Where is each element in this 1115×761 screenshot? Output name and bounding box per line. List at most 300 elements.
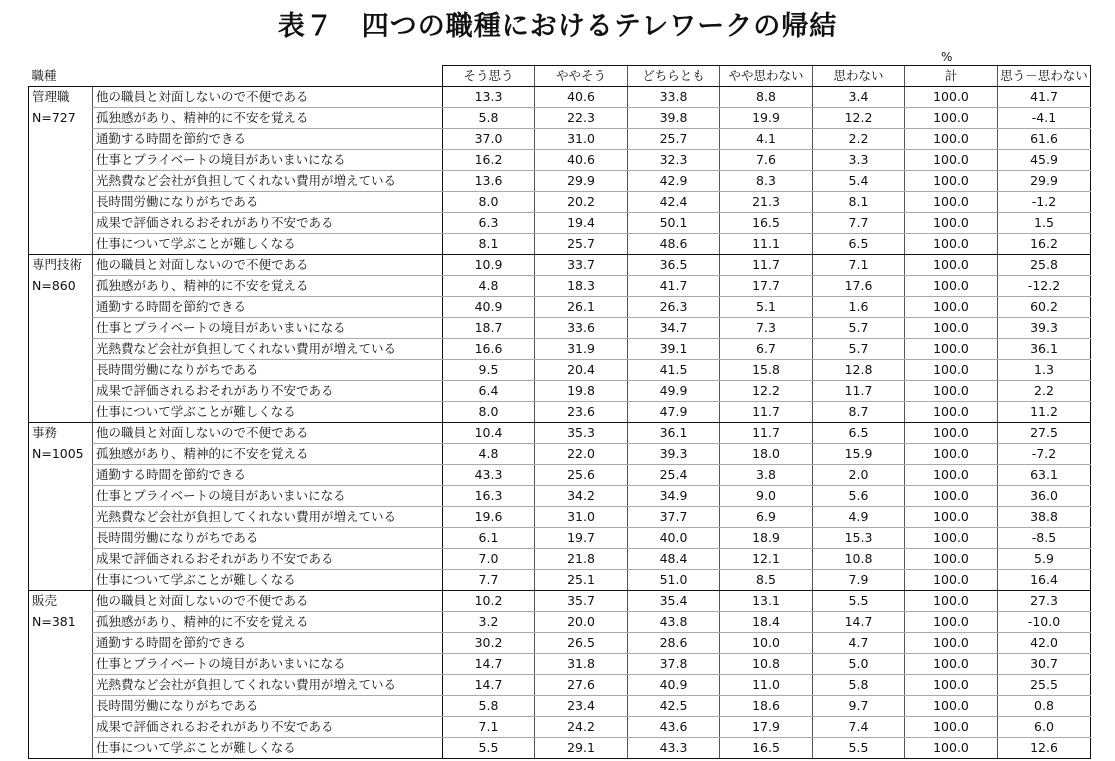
table-row [29, 213, 1091, 234]
value-cell: -7.2 [998, 444, 1091, 465]
job-name: 販売 [29, 591, 93, 612]
value-cell: 14.7 [443, 654, 535, 675]
table-row [29, 108, 1091, 129]
value-cell: 34.9 [628, 486, 720, 507]
value-cell: 7.6 [720, 150, 813, 171]
value-cell: 41.7 [628, 276, 720, 297]
value-cell: 100.0 [905, 654, 998, 675]
table-row [29, 717, 1091, 738]
value-cell: 29.9 [998, 171, 1091, 192]
value-cell: 27.6 [535, 675, 628, 696]
value-cell: 7.0 [443, 549, 535, 570]
item-label: 他の職員と対面しないので不便である [93, 591, 443, 612]
job-sample-size: N=381 [29, 612, 93, 633]
job-name: 事務 [29, 423, 93, 444]
job-cell-empty [29, 570, 93, 591]
value-cell: 11.7 [720, 255, 813, 276]
job-cell-empty [29, 381, 93, 402]
value-cell: 49.9 [628, 381, 720, 402]
value-cell: 100.0 [905, 339, 998, 360]
value-cell: 18.9 [720, 528, 813, 549]
item-label: 仕事とプライベートの境目があいまいになる [93, 318, 443, 339]
value-cell: 7.4 [813, 717, 905, 738]
job-cell-empty [29, 654, 93, 675]
value-cell: 14.7 [813, 612, 905, 633]
value-cell: 37.8 [628, 654, 720, 675]
table-row [29, 675, 1091, 696]
job-sample-size: N=1005 [29, 444, 93, 465]
value-cell: 100.0 [905, 171, 998, 192]
item-label: 光熱費など会社が負担してくれない費用が増えている [93, 171, 443, 192]
value-cell: 23.6 [535, 402, 628, 423]
value-cell: 2.2 [998, 381, 1091, 402]
value-cell: 7.7 [813, 213, 905, 234]
table-row [29, 444, 1091, 465]
table-row [29, 507, 1091, 528]
value-cell: 25.4 [628, 465, 720, 486]
item-label: 長時間労働になりがちである [93, 360, 443, 381]
value-cell: 5.7 [813, 339, 905, 360]
value-cell: 20.0 [535, 612, 628, 633]
value-cell: 6.3 [443, 213, 535, 234]
value-cell: 35.3 [535, 423, 628, 444]
value-cell: 40.0 [628, 528, 720, 549]
value-cell: 16.6 [443, 339, 535, 360]
column-label-job: 職種 [29, 66, 93, 87]
job-cell-empty [29, 213, 93, 234]
value-cell: 5.5 [443, 738, 535, 759]
value-cell: 8.0 [443, 192, 535, 213]
value-cell: 100.0 [905, 360, 998, 381]
value-cell: 36.5 [628, 255, 720, 276]
value-cell: 25.1 [535, 570, 628, 591]
table-row [29, 486, 1091, 507]
value-cell: 39.3 [628, 444, 720, 465]
item-label: 光熱費など会社が負担してくれない費用が増えている [93, 675, 443, 696]
table-row [29, 654, 1091, 675]
job-cell-empty [29, 528, 93, 549]
value-cell: 4.1 [720, 129, 813, 150]
item-label: 長時間労働になりがちである [93, 696, 443, 717]
value-cell: 40.9 [628, 675, 720, 696]
item-label: 通勤する時間を節約できる [93, 297, 443, 318]
value-cell: 63.1 [998, 465, 1091, 486]
value-cell: 20.2 [535, 192, 628, 213]
value-cell: 4.9 [813, 507, 905, 528]
value-cell: 10.9 [443, 255, 535, 276]
table-row [29, 192, 1091, 213]
value-cell: 100.0 [905, 486, 998, 507]
value-cell: 5.5 [813, 738, 905, 759]
item-label: 仕事とプライベートの境目があいまいになる [93, 654, 443, 675]
value-cell: 5.8 [813, 675, 905, 696]
header-cell: どちらとも [628, 66, 720, 87]
value-cell: 30.7 [998, 654, 1091, 675]
value-cell: 8.1 [443, 234, 535, 255]
item-label: 仕事について学ぶことが難しくなる [93, 570, 443, 591]
value-cell: 36.1 [628, 423, 720, 444]
value-cell: 16.5 [720, 738, 813, 759]
value-cell: 15.3 [813, 528, 905, 549]
job-name: 管理職 [29, 87, 93, 108]
value-cell: 24.2 [535, 717, 628, 738]
value-cell: 8.5 [720, 570, 813, 591]
value-cell: 13.1 [720, 591, 813, 612]
item-label: 仕事について学ぶことが難しくなる [93, 234, 443, 255]
value-cell: 45.9 [998, 150, 1091, 171]
value-cell: 8.7 [813, 402, 905, 423]
value-cell: 100.0 [905, 150, 998, 171]
value-cell: 100.0 [905, 318, 998, 339]
item-label: 光熱費など会社が負担してくれない費用が増えている [93, 339, 443, 360]
value-cell: 19.6 [443, 507, 535, 528]
item-label: 通勤する時間を節約できる [93, 129, 443, 150]
header-cell: ややそう [535, 66, 628, 87]
value-cell: 5.1 [720, 297, 813, 318]
header-cell: 計 [905, 66, 998, 87]
value-cell: 100.0 [905, 465, 998, 486]
value-cell: 4.7 [813, 633, 905, 654]
value-cell: 4.8 [443, 444, 535, 465]
value-cell: -1.2 [998, 192, 1091, 213]
value-cell: -8.5 [998, 528, 1091, 549]
value-cell: 50.1 [628, 213, 720, 234]
value-cell: 31.8 [535, 654, 628, 675]
value-cell: 25.6 [535, 465, 628, 486]
value-cell: 42.4 [628, 192, 720, 213]
item-label: 成果で評価されるおそれがあり不安である [93, 381, 443, 402]
value-cell: 30.2 [443, 633, 535, 654]
job-cell-empty [29, 297, 93, 318]
value-cell: 100.0 [905, 507, 998, 528]
item-label: 長時間労働になりがちである [93, 192, 443, 213]
value-cell: 14.7 [443, 675, 535, 696]
value-cell: 100.0 [905, 423, 998, 444]
value-cell: 18.0 [720, 444, 813, 465]
value-cell: 21.8 [535, 549, 628, 570]
value-cell: 39.3 [998, 318, 1091, 339]
value-cell: 43.8 [628, 612, 720, 633]
table-row [29, 318, 1091, 339]
value-cell: 27.5 [998, 423, 1091, 444]
value-cell: 100.0 [905, 192, 998, 213]
value-cell: 26.1 [535, 297, 628, 318]
value-cell: 33.8 [628, 87, 720, 108]
job-cell-empty [29, 549, 93, 570]
value-cell: 26.3 [628, 297, 720, 318]
table-row [29, 87, 1091, 108]
item-label: 孤独感があり、精神的に不安を覚える [93, 444, 443, 465]
value-cell: 18.3 [535, 276, 628, 297]
header-cell: 思わない [813, 66, 905, 87]
value-cell: 3.3 [813, 150, 905, 171]
value-cell: 9.5 [443, 360, 535, 381]
header-cell: 思う－思わない [998, 66, 1091, 87]
table-row [29, 171, 1091, 192]
value-cell: 48.6 [628, 234, 720, 255]
value-cell: 43.3 [628, 738, 720, 759]
value-cell: 100.0 [905, 297, 998, 318]
value-cell: 35.7 [535, 591, 628, 612]
value-cell: 10.8 [813, 549, 905, 570]
value-cell: 100.0 [905, 549, 998, 570]
job-cell-empty [29, 633, 93, 654]
value-cell: 17.9 [720, 717, 813, 738]
value-cell: 12.6 [998, 738, 1091, 759]
value-cell: 3.4 [813, 87, 905, 108]
value-cell: 3.2 [443, 612, 535, 633]
table-row [29, 360, 1091, 381]
value-cell: 9.0 [720, 486, 813, 507]
value-cell: 12.8 [813, 360, 905, 381]
job-sample-size: N=727 [29, 108, 93, 129]
value-cell: 39.1 [628, 339, 720, 360]
value-cell: 31.9 [535, 339, 628, 360]
table-row [29, 465, 1091, 486]
value-cell: 0.8 [998, 696, 1091, 717]
value-cell: 38.8 [998, 507, 1091, 528]
value-cell: 17.7 [720, 276, 813, 297]
value-cell: 35.4 [628, 591, 720, 612]
value-cell: 100.0 [905, 276, 998, 297]
item-label: 成果で評価されるおそれがあり不安である [93, 213, 443, 234]
table-row [29, 633, 1091, 654]
value-cell: 5.8 [443, 696, 535, 717]
value-cell: 8.0 [443, 402, 535, 423]
job-cell-empty [29, 402, 93, 423]
value-cell: 6.1 [443, 528, 535, 549]
job-cell-empty [29, 171, 93, 192]
table-row [29, 423, 1091, 444]
value-cell: 16.5 [720, 213, 813, 234]
value-cell: 33.6 [535, 318, 628, 339]
value-cell: 25.7 [628, 129, 720, 150]
value-cell: 11.7 [813, 381, 905, 402]
item-label: 光熱費など会社が負担してくれない費用が増えている [93, 507, 443, 528]
value-cell: 100.0 [905, 444, 998, 465]
value-cell: 12.1 [720, 549, 813, 570]
value-cell: 23.4 [535, 696, 628, 717]
value-cell: 100.0 [905, 591, 998, 612]
value-cell: 19.9 [720, 108, 813, 129]
value-cell: 18.4 [720, 612, 813, 633]
value-cell: 5.7 [813, 318, 905, 339]
header-cell: やや思わない [720, 66, 813, 87]
value-cell: 1.6 [813, 297, 905, 318]
value-cell: 6.4 [443, 381, 535, 402]
value-cell: 42.5 [628, 696, 720, 717]
value-cell: 7.3 [720, 318, 813, 339]
job-cell-empty [29, 486, 93, 507]
job-cell-empty [29, 318, 93, 339]
job-cell-empty [29, 360, 93, 381]
value-cell: 29.1 [535, 738, 628, 759]
value-cell: 7.1 [813, 255, 905, 276]
value-cell: 6.5 [813, 423, 905, 444]
table-row [29, 276, 1091, 297]
value-cell: 16.3 [443, 486, 535, 507]
value-cell: 39.8 [628, 108, 720, 129]
value-cell: 42.9 [628, 171, 720, 192]
value-cell: 19.7 [535, 528, 628, 549]
item-label: 孤独感があり、精神的に不安を覚える [93, 612, 443, 633]
value-cell: 11.1 [720, 234, 813, 255]
item-label: 仕事とプライベートの境目があいまいになる [93, 486, 443, 507]
value-cell: 34.7 [628, 318, 720, 339]
value-cell: 41.7 [998, 87, 1091, 108]
value-cell: 5.6 [813, 486, 905, 507]
table-row [29, 129, 1091, 150]
value-cell: -10.0 [998, 612, 1091, 633]
item-label: 他の職員と対面しないので不便である [93, 255, 443, 276]
value-cell: 100.0 [905, 696, 998, 717]
value-cell: 18.6 [720, 696, 813, 717]
value-cell: 100.0 [905, 213, 998, 234]
value-cell: 2.2 [813, 129, 905, 150]
value-cell: 5.4 [813, 171, 905, 192]
header-row [29, 66, 1091, 87]
value-cell: 4.8 [443, 276, 535, 297]
value-cell: 5.0 [813, 654, 905, 675]
item-label: 長時間労働になりがちである [93, 528, 443, 549]
job-cell-empty [29, 465, 93, 486]
value-cell: 12.2 [720, 381, 813, 402]
value-cell: 10.4 [443, 423, 535, 444]
value-cell: 25.7 [535, 234, 628, 255]
job-cell-empty [29, 129, 93, 150]
value-cell: 27.3 [998, 591, 1091, 612]
item-label: 仕事について学ぶことが難しくなる [93, 402, 443, 423]
job-cell-empty [29, 339, 93, 360]
value-cell: 47.9 [628, 402, 720, 423]
value-cell: 100.0 [905, 381, 998, 402]
item-label: 孤独感があり、精神的に不安を覚える [93, 108, 443, 129]
table-row [29, 339, 1091, 360]
table-row [29, 570, 1091, 591]
value-cell: 100.0 [905, 255, 998, 276]
value-cell: 33.7 [535, 255, 628, 276]
header-cell: そう思う [443, 66, 535, 87]
value-cell: 100.0 [905, 129, 998, 150]
item-label: 仕事とプライベートの境目があいまいになる [93, 150, 443, 171]
value-cell: 31.0 [535, 507, 628, 528]
value-cell: 19.8 [535, 381, 628, 402]
value-cell: 9.7 [813, 696, 905, 717]
value-cell: 8.8 [720, 87, 813, 108]
value-cell: 6.9 [720, 507, 813, 528]
value-cell: 40.6 [535, 150, 628, 171]
table-row [29, 549, 1091, 570]
value-cell: 11.0 [720, 675, 813, 696]
value-cell: 7.9 [813, 570, 905, 591]
value-cell: 1.5 [998, 213, 1091, 234]
item-label: 通勤する時間を節約できる [93, 633, 443, 654]
value-cell: 21.3 [720, 192, 813, 213]
value-cell: 25.8 [998, 255, 1091, 276]
value-cell: 26.5 [535, 633, 628, 654]
job-cell-empty [29, 696, 93, 717]
results-table [28, 65, 1091, 759]
value-cell: 10.2 [443, 591, 535, 612]
value-cell: 28.6 [628, 633, 720, 654]
value-cell: 16.2 [443, 150, 535, 171]
item-label: 成果で評価されるおそれがあり不安である [93, 549, 443, 570]
table-body [29, 87, 1091, 759]
value-cell: 51.0 [628, 570, 720, 591]
value-cell: 60.2 [998, 297, 1091, 318]
job-cell-empty [29, 675, 93, 696]
table-row [29, 738, 1091, 759]
value-cell: 40.6 [535, 87, 628, 108]
value-cell: 32.3 [628, 150, 720, 171]
table-row [29, 528, 1091, 549]
value-cell: 3.8 [720, 465, 813, 486]
value-cell: 100.0 [905, 633, 998, 654]
value-cell: 100.0 [905, 528, 998, 549]
value-cell: -12.2 [998, 276, 1091, 297]
value-cell: 11.2 [998, 402, 1091, 423]
table-title: 表７ 四つの職種におけるテレワークの帰結 [277, 11, 838, 42]
value-cell: 37.0 [443, 129, 535, 150]
item-label: 通勤する時間を節約できる [93, 465, 443, 486]
value-cell: 100.0 [905, 87, 998, 108]
value-cell: 16.2 [998, 234, 1091, 255]
value-cell: 100.0 [905, 402, 998, 423]
value-cell: 10.8 [720, 654, 813, 675]
value-cell: 6.5 [813, 234, 905, 255]
value-cell: 15.9 [813, 444, 905, 465]
value-cell: 1.3 [998, 360, 1091, 381]
value-cell: 43.6 [628, 717, 720, 738]
value-cell: 11.7 [720, 423, 813, 444]
value-cell: 12.2 [813, 108, 905, 129]
table-row [29, 150, 1091, 171]
value-cell: 100.0 [905, 108, 998, 129]
job-cell-empty [29, 192, 93, 213]
item-label: 成果で評価されるおそれがあり不安である [93, 717, 443, 738]
value-cell: 37.7 [628, 507, 720, 528]
header-blank [93, 66, 443, 87]
value-cell: 25.5 [998, 675, 1091, 696]
table-row [29, 612, 1091, 633]
value-cell: 100.0 [905, 612, 998, 633]
value-cell: 22.3 [535, 108, 628, 129]
value-cell: 17.6 [813, 276, 905, 297]
value-cell: 100.0 [905, 738, 998, 759]
job-cell-empty [29, 507, 93, 528]
value-cell: 61.6 [998, 129, 1091, 150]
item-label: 他の職員と対面しないので不便である [93, 423, 443, 444]
value-cell: 8.3 [720, 171, 813, 192]
value-cell: 13.3 [443, 87, 535, 108]
value-cell: 42.0 [998, 633, 1091, 654]
table-row [29, 234, 1091, 255]
value-cell: 5.5 [813, 591, 905, 612]
value-cell: 6.7 [720, 339, 813, 360]
value-cell: 16.4 [998, 570, 1091, 591]
value-cell: 19.4 [535, 213, 628, 234]
value-cell: 20.4 [535, 360, 628, 381]
value-cell: 2.0 [813, 465, 905, 486]
value-cell: 36.1 [998, 339, 1091, 360]
value-cell: 8.1 [813, 192, 905, 213]
value-cell: 48.4 [628, 549, 720, 570]
item-label: 他の職員と対面しないので不便である [93, 87, 443, 108]
table-row [29, 255, 1091, 276]
value-cell: 100.0 [905, 717, 998, 738]
value-cell: 7.1 [443, 717, 535, 738]
value-cell: 43.3 [443, 465, 535, 486]
